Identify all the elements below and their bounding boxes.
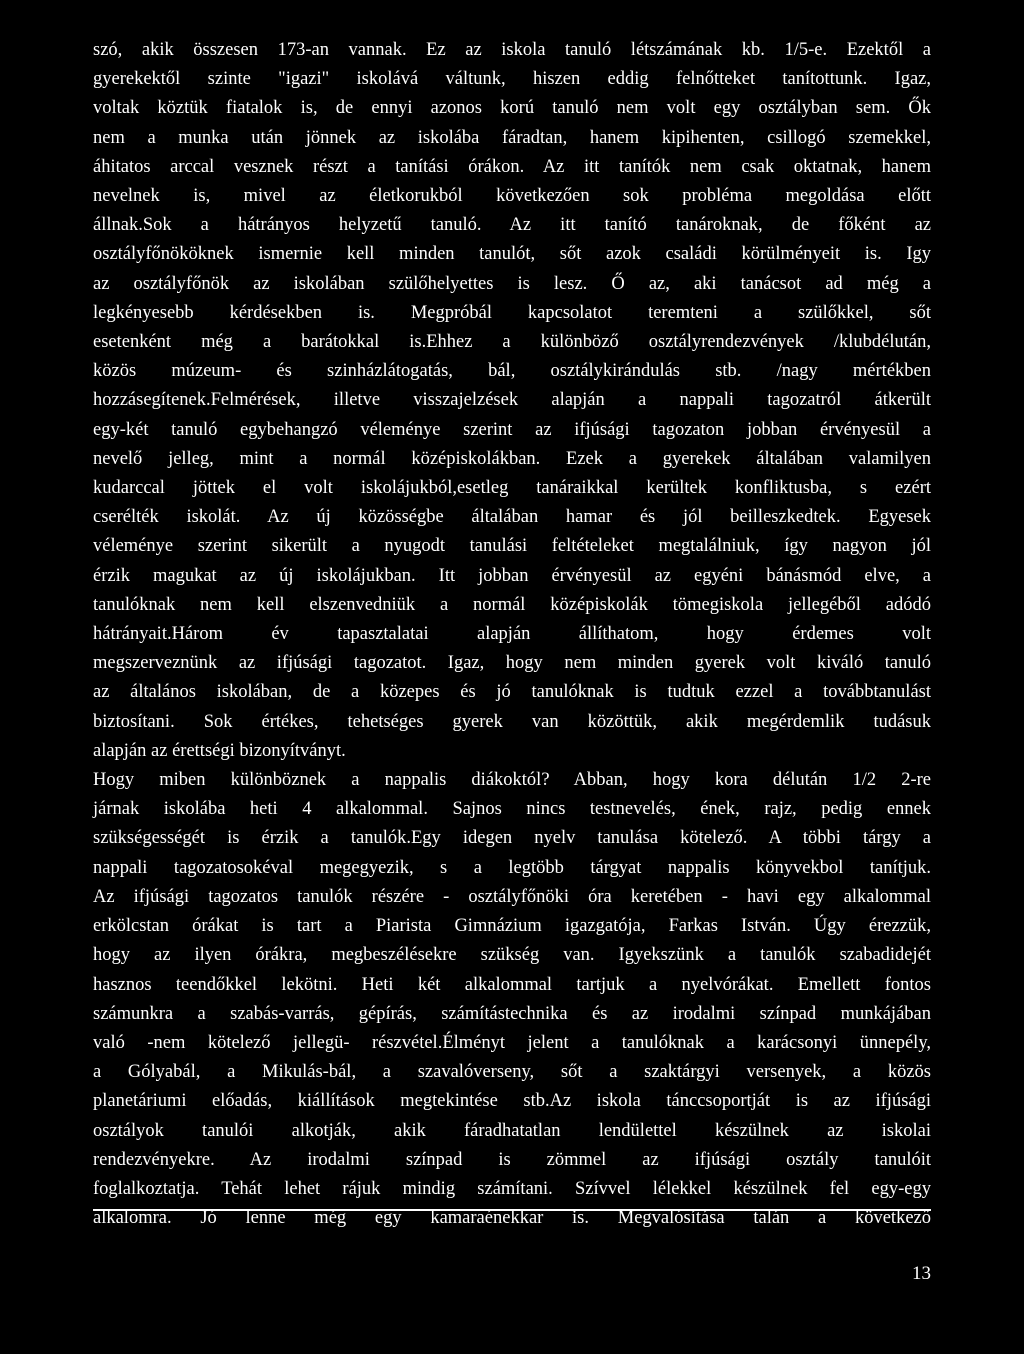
text-line: az osztályfőnök az iskolában szülőhelyettes is lesz. Ő az, aki tanácsot ad még a xyxy=(93,273,931,294)
text-line: nem a munka után jönnek az iskolába fáradtan, hanem kipihenten, csillogó szemekkel, xyxy=(93,127,931,148)
text-line: szükségességét is érzik a tanulók.Egy idegen nyelv tanulása kötelező. A többi tárgy a xyxy=(93,828,931,849)
text-line: nappali tagozatosokéval megegyezik, s a legtöbb tárgyat nappalis könyvekbol tanítjuk. xyxy=(93,857,931,878)
text-line: hogy az ilyen órákra, megbeszélésekre szükség van. Igyekszünk a tanulók szabadidejét xyxy=(93,945,931,966)
text-line: megszerveznünk az ifjúsági tagozatot. Igaz, hogy nem minden gyerek volt kiváló tanuló xyxy=(93,653,931,674)
text-line: planetáriumi előadás, kiállítások megtekintése stb.Az iskola tánccsoportját is az ifjúsági xyxy=(93,1091,931,1112)
text-line: legkényesebb kérdésekben is. Megpróbál kapcsolatot teremteni a szülőkkel, sőt xyxy=(93,302,931,323)
text-line: alapján az érettségi bizonyítványt. xyxy=(93,740,346,761)
text-line: foglalkoztatja. Tehát lehet rájuk mindig számítani. Szívvel lélekkel készülnek fel egy-egy xyxy=(93,1178,931,1199)
text-line: hátrányait.Három év tapasztalatai alapján állíthatom, hogy érdemes volt xyxy=(93,624,931,645)
text-line: biztosítani. Sok értékes, tehetséges gyerek van közöttük, akik megérdemlik tudásuk xyxy=(93,711,931,732)
text-line: egy-két tanuló egybehangzó véleménye szerint az ifjúsági tagozaton jobban érvényesül a xyxy=(93,419,931,440)
body-text xyxy=(93,36,931,1233)
text-line: rendezvényekre. Az irodalmi színpad is zömmel az ifjúsági osztály tanulóit xyxy=(93,1149,931,1170)
footer-rule xyxy=(93,1209,931,1211)
text-line: gyerekektől szinte "igazi" iskolává váltunk, hiszen eddig felnőtteket tanítottunk. Igaz, xyxy=(93,69,931,90)
text-line: érzik magukat az új iskolájukban. Itt jobban érvényesül az egyéni bánásmód elve, a xyxy=(93,565,931,586)
text-line: véleménye szerint sikerült a nyugodt tanulási feltételeket megtalálniuk, így nagyon jól xyxy=(93,536,931,557)
text-line: állnak.Sok a hátrányos helyzetű tanuló. Az itt tanító tanároknak, de főként az xyxy=(93,215,931,236)
text-line: járnak iskolába heti 4 alkalommal. Sajnos nincs testnevelés, ének, rajz, pedig ennek xyxy=(93,799,931,820)
text-line: osztályok tanulói alkotják, akik fáradhatatlan lendülettel készülnek az iskolai xyxy=(93,1120,931,1141)
text-line: erkölcstan órákat is tart a Piarista Gimnázium igazgatója, Farkas István. Úgy érezzük, xyxy=(93,916,931,937)
text-line: közös múzeum- és szinházlátogatás, bál, osztálykirándulás stb. /nagy mértékben xyxy=(93,361,931,382)
text-line: való -nem kötelező jellegü- részvétel.Élményt jelent a tanulóknak a karácsonyi ünnepély, xyxy=(93,1032,931,1053)
text-line: hasznos teendőkkel lekötni. Heti két alkalommal tartjuk a nyelvórákat. Emellett fontos xyxy=(93,974,931,995)
text-line: áhitatos arccal vesznek részt a tanítási órákon. Az itt tanítók nem csak oktatnak, hanem xyxy=(93,156,931,177)
text-line: esetenként még a barátokkal is.Ehhez a különböző osztályrendezvények /klubdélután, xyxy=(93,332,931,353)
text-line: Hogy miben különböznek a nappalis diákoktól? Abban, hogy kora délután 1/2 2-re xyxy=(93,770,931,791)
text-line: az általános iskolában, de a közepes és jó tanulóknak is tudtuk ezzel a továbbtanulást xyxy=(93,682,931,703)
text-line: osztályfőnököknek ismernie kell minden tanulót, sőt azok családi körülményeit is. Igy xyxy=(93,244,931,265)
text-line: szó, akik összesen 173-an vannak. Ez az iskola tanuló létszámának kb. 1/5-e. Ezektől a xyxy=(93,40,931,60)
page-number: 13 xyxy=(912,1263,931,1284)
text-line: alkalomra. Jó lenne még egy kamaraénekkar is. Megvalósítása talán a következő xyxy=(93,1208,931,1229)
text-line: voltak köztük fiatalok is, de ennyi azonos korú tanuló nem volt egy osztályban sem. Ők xyxy=(93,98,931,119)
text-line: nevelnek is, mivel az életkorukból következően sok probléma megoldása előtt xyxy=(93,186,931,207)
text-line: kudarccal jöttek el volt iskolájukból,esetleg tanáraikkal kerültek konfliktusba, s ezért xyxy=(93,478,931,499)
text-line: hozzásegítenek.Felmérések, illetve visszajelzések alapján a nappali tagozatról átkerült xyxy=(93,390,931,411)
text-line: nevelő jelleg, mint a normál középiskolákban. Ezek a gyerekek általában valamilyen xyxy=(93,448,931,469)
text-line: Az ifjúsági tagozatos tanulók részére - osztályfőnöki óra keretében - havi egy alkalommal xyxy=(93,886,931,907)
text-line: a Gólyabál, a Mikulás-bál, a szavalóverseny, sőt a szaktárgyi versenyek, a közös xyxy=(93,1062,931,1083)
text-line: cserélték iskolát. Az új közösségbe általában hamar és jól beilleszkedtek. Egyesek xyxy=(93,507,931,528)
text-line: számunkra a szabás-varrás, gépírás, számítástechnika és az irodalmi színpad munkájában xyxy=(93,1003,931,1024)
text-line: tanulóknak nem kell elszenvedniük a normál középiskolák tömegiskola jellegéből adódó xyxy=(93,594,931,615)
